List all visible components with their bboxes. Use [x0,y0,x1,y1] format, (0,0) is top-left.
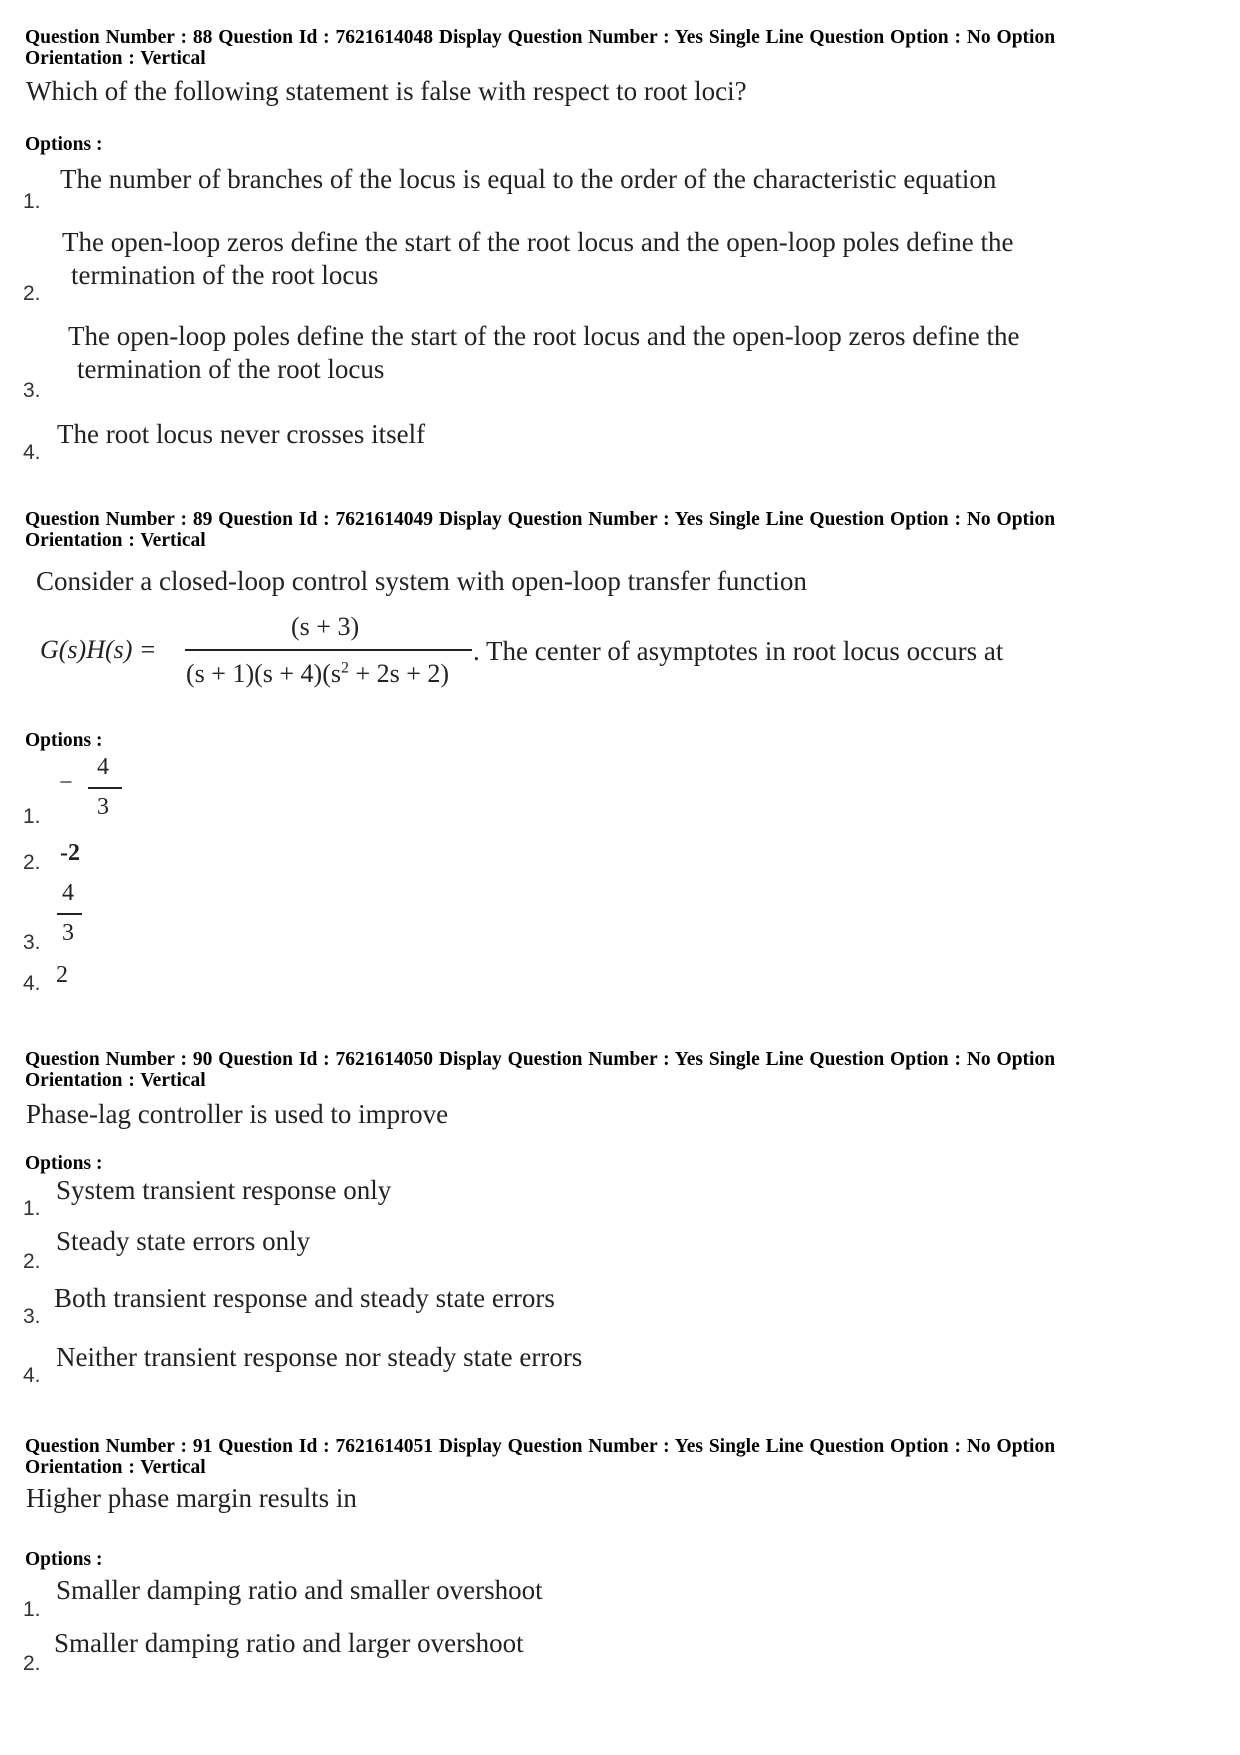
option-text: The open-loop zeros define the start of the root locus and the open-loop poles define the [62,227,1014,257]
formula-denominator [186,659,449,689]
meta-line-1: Question Number : 88 Question Id : 7621614048 Display Question Number : Yes Single Line Question Option : No Option [25,27,1056,48]
meta-line-2: Orientation : Vertical [25,48,206,69]
fraction-denominator: 3 [62,920,74,946]
fraction-numerator: 4 [62,880,74,906]
meta-line-2: Orientation : Vertical [25,530,206,551]
question-91-meta [25,1436,1225,1478]
option-text: Steady state errors only [56,1226,311,1256]
option-number: 1. [23,190,41,213]
option-number: 4. [23,972,41,995]
option-number: 3. [23,379,41,402]
formula-denominator-part-a: (s + 1)(s + 4)(s [186,659,341,688]
fraction-numerator: 4 [97,754,109,780]
question-88-meta [25,27,1225,69]
formula-fraction-bar [185,649,472,651]
formula-lhs: G(s)H(s) = [40,635,157,664]
option-text: System transient response only [56,1175,392,1205]
option-number: 1. [23,805,41,828]
formula-exponent: 2 [340,659,349,677]
formula-tail-text: . The center of asymptotes in root locus occurs at [473,636,1004,666]
fraction-bar [57,913,82,915]
meta-line-1: Question Number : 91 Question Id : 7621614051 Display Question Number : Yes Single Line Question Option : No Option [25,1436,1056,1457]
formula-denominator-part-b: + 2s + 2) [348,659,450,688]
option-number: 4. [23,441,41,464]
option-number: 1. [23,1598,41,1621]
minus-sign: − [59,770,73,796]
option-text: Neither transient response nor steady state errors [56,1342,583,1372]
option-number: 2. [23,282,41,305]
question-91-options-label: Options : [25,1549,103,1570]
option-number: 2. [23,1652,41,1675]
option-number: 1. [23,1197,41,1220]
option-text: Smaller damping ratio and larger overshoot [54,1628,524,1658]
fraction-denominator: 3 [97,794,109,820]
question-89-options-label: Options : [25,730,103,751]
question-90-text: Phase-lag controller is used to improve [26,1099,449,1129]
option-text: The open-loop poles define the start of the root locus and the open-loop zeros define the [68,321,1020,351]
option-text-line2: termination of the root locus [71,260,379,290]
question-91-text: Higher phase margin results in [26,1483,357,1513]
option-number: 2. [23,851,41,874]
question-90-options-label: Options : [25,1153,103,1174]
option-value: -2 [60,840,80,866]
meta-line-1: Question Number : 89 Question Id : 7621614049 Display Question Number : Yes Single Line Question Option : No Option [25,509,1056,530]
question-89-meta [25,509,1225,551]
question-89-text: Consider a closed-loop control system with open-loop transfer function [36,566,807,596]
option-text: Smaller damping ratio and smaller overshoot [56,1575,543,1605]
fraction-bar [88,787,122,789]
option-text: Both transient response and steady state errors [54,1283,555,1313]
option-text-line2: termination of the root locus [77,354,385,384]
option-number: 2. [23,1250,41,1273]
option-number: 4. [23,1364,41,1387]
question-88-options-label: Options : [25,134,103,155]
option-number: 3. [23,1305,41,1328]
option-number: 3. [23,931,41,954]
meta-line-2: Orientation : Vertical [25,1070,206,1091]
meta-line-1: Question Number : 90 Question Id : 7621614050 Display Question Number : Yes Single Line Question Option : No Option [25,1049,1056,1070]
option-text: The number of branches of the locus is equal to the order of the characteristic equation [60,164,997,194]
option-value: 2 [56,962,68,988]
option-text: The root locus never crosses itself [57,419,426,449]
question-88-text: Which of the following statement is false with respect to root loci? [26,76,747,106]
formula-numerator: (s + 3) [291,612,360,641]
question-90-meta [25,1049,1225,1091]
meta-line-2: Orientation : Vertical [25,1457,206,1478]
